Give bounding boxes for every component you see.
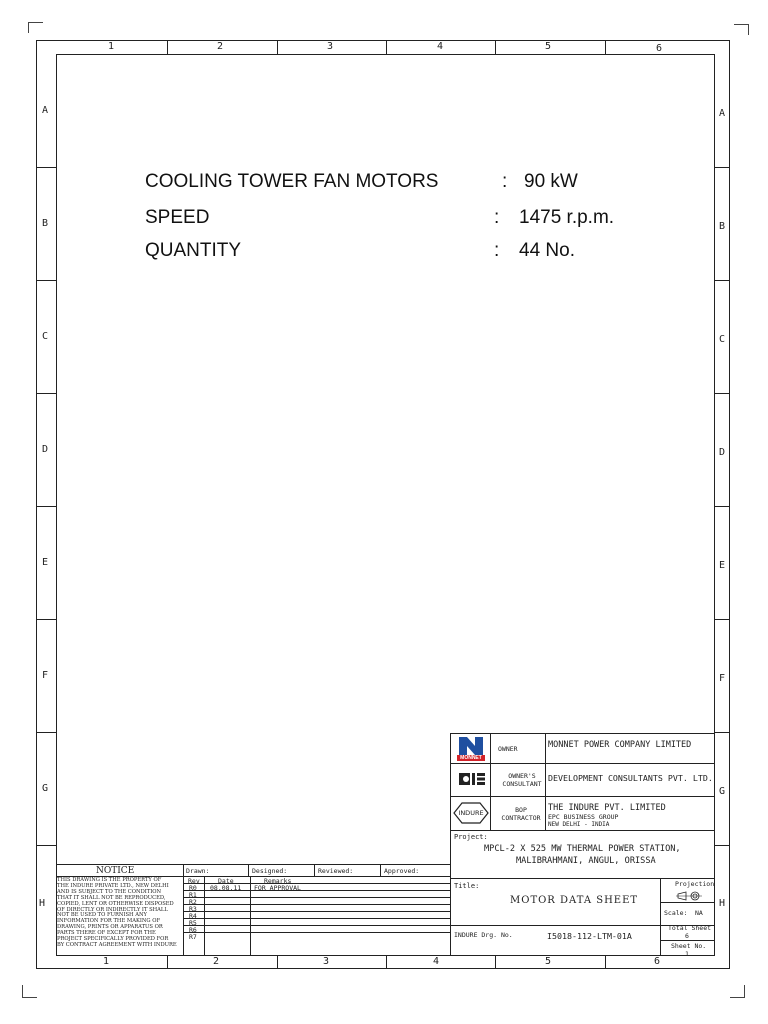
notice-text [57, 878, 183, 949]
sheet-no-value: 1 [685, 950, 689, 958]
total-sheet-label: Total Sheet [668, 924, 712, 932]
project-line1: MPCL-2 X 525 MW THERMAL POWER STATION, [484, 844, 681, 854]
zone-col-bottom-6: 6 [654, 956, 661, 967]
zone-row-left-C: C [42, 331, 49, 342]
rev-row-remarks: FOR APPROVAL [254, 884, 301, 892]
zone-col-top-2: 2 [217, 41, 224, 52]
spec-value-quantity: 44 No. [519, 240, 575, 261]
zone-row-right-D: D [719, 447, 726, 458]
project-label: Project: [454, 833, 488, 841]
zone-row-left-F: F [42, 670, 49, 681]
rev-row-id: R1 [189, 891, 197, 899]
zone-row-left-B: B [42, 218, 49, 229]
projection-symbol-icon [676, 889, 702, 907]
bop-sub2: NEW DELHI - INDIA [548, 821, 610, 828]
title-label: Title: [454, 882, 480, 890]
zone-row-right-H: H [719, 898, 726, 909]
indure-logo-text: INDURE [458, 809, 484, 817]
zone-col-bottom-1: 1 [103, 956, 110, 967]
notice-line: DRAWING, PRINTS OR APPARATUS OR [57, 924, 163, 931]
rev-row-id: R4 [189, 912, 197, 920]
rev-row-id: R3 [189, 905, 197, 913]
zone-row-left-E: E [42, 557, 49, 568]
zone-col-top-1: 1 [108, 41, 115, 52]
zone-row-right-E: E [719, 560, 726, 571]
rev-row-date: 08.08.11 [210, 884, 242, 892]
monnet-logo [456, 736, 486, 762]
notice-line: PARTS THERE OF EXCEPT FOR THE [57, 930, 156, 937]
zone-row-right-G: G [719, 786, 726, 797]
approved-label: Approved: [384, 867, 420, 875]
rev-row-id: R6 [189, 926, 197, 934]
rev-header-rev: Rev [188, 877, 200, 885]
owner-role: OWNER [498, 745, 518, 753]
zone-col-bottom-5: 5 [545, 956, 552, 967]
notice-line: INFORMATION FOR THE MAKING OF [57, 918, 161, 925]
rev-header-date: Date [218, 877, 234, 885]
crop-mark-top-right [734, 24, 749, 35]
zone-col-top-6: 6 [656, 43, 663, 54]
notice-line: NOT BE USED TO FURNISH ANY [57, 912, 147, 919]
zone-col-top-5: 5 [545, 41, 552, 52]
consultant-logo [458, 770, 486, 788]
rev-row-id: R5 [189, 919, 197, 927]
bop-name: THE INDURE PVT. LIMITED [548, 803, 666, 813]
spec-label-motors: COOLING TOWER FAN MOTORS [145, 171, 439, 192]
zone-row-right-C: C [719, 334, 726, 345]
drawn-label: Drawn: [186, 867, 210, 875]
spec-value-speed: 1475 r.p.m. [519, 207, 615, 228]
zone-row-left-G: G [42, 783, 49, 794]
crop-mark-top-left [28, 22, 43, 33]
zone-row-right-B: B [719, 221, 726, 232]
drawing-title: MOTOR DATA SHEET [510, 895, 639, 906]
spec-value-motors: 90 kW [524, 171, 578, 192]
projection-label: Projection [675, 880, 715, 888]
total-sheet-value: 6 [685, 932, 689, 940]
spec-label-speed: SPEED [145, 207, 210, 228]
rev-row-id: R2 [189, 898, 197, 906]
zone-col-bottom-3: 3 [323, 956, 330, 967]
zone-col-bottom-4: 4 [433, 956, 440, 967]
consultant-name: DEVELOPMENT CONSULTANTS PVT. LTD. [548, 773, 713, 783]
zone-col-top-4: 4 [437, 41, 444, 52]
zone-row-right-F: F [719, 673, 726, 684]
zone-col-top-3: 3 [327, 41, 334, 52]
notice-line: BY CONTRACT AGREEMENT WITH INDURE [57, 941, 177, 948]
zone-col-bottom-2: 2 [213, 956, 220, 967]
scale-value: NA [695, 909, 703, 917]
monnet-logo-text: MONNET [457, 755, 485, 761]
notice-line: THIS DRAWING IS THE PROPERTY OF [57, 877, 162, 883]
rev-row-id: R0 [189, 884, 197, 892]
reviewed-label: Reviewed: [318, 867, 354, 875]
drawing-no: I5018-112-LTM-01A [547, 931, 632, 941]
notice-line: THE INDURE PRIVATE LTD., NEW DELHI [57, 882, 169, 889]
zone-row-left-H: H [39, 898, 46, 909]
notice-line: AND IS SUBJECT TO THE CONDITION [57, 888, 162, 895]
consultant-logo-icon [458, 770, 486, 788]
bop-sub1: EPC BUSINESS GROUP [548, 813, 619, 821]
designed-label: Designed: [252, 867, 288, 875]
sheet-no-label: Sheet No. [671, 942, 707, 950]
notice-line: THAT IT SHALL NOT BE REPRODUCED, [57, 894, 166, 901]
spec-sep-motors: : [502, 171, 508, 192]
zone-row-left-A: A [42, 105, 49, 116]
consultant-role: OWNER'S CONSULTANT [502, 772, 542, 788]
owner-name: MONNET POWER COMPANY LIMITED [548, 740, 692, 750]
rev-header-remarks: Remarks [264, 877, 292, 885]
spec-label-quantity: QUANTITY [145, 240, 242, 261]
spec-sep-speed: : [494, 207, 500, 228]
bop-role: BOP CONTRACTOR [501, 806, 541, 822]
notice-line: OF DIRECTLY OR INDIRECTLY IT SHALL [57, 906, 168, 913]
drawing-no-label: INDURE Drg. No. [454, 931, 513, 939]
spec-sep-quantity: : [494, 240, 500, 261]
rev-row-id: R7 [189, 933, 197, 941]
scale-label: Scale: [664, 909, 688, 917]
zone-row-left-D: D [42, 444, 49, 455]
notice-heading: NOTICE [96, 866, 135, 876]
project-line2: MALIBRAHMANI, ANGUL, ORISSA [516, 856, 656, 866]
crop-mark-bottom-right [730, 985, 745, 998]
crop-mark-bottom-left [22, 985, 37, 998]
zone-row-right-A: A [719, 108, 726, 119]
notice-line: COPIED, LENT OR OTHERWISE DISPOSED [57, 900, 174, 907]
indure-logo [452, 799, 490, 827]
monnet-logo-icon [456, 736, 486, 756]
notice-line: PROJECT SPECIFICALLY PROVIDED FOR [57, 936, 169, 943]
